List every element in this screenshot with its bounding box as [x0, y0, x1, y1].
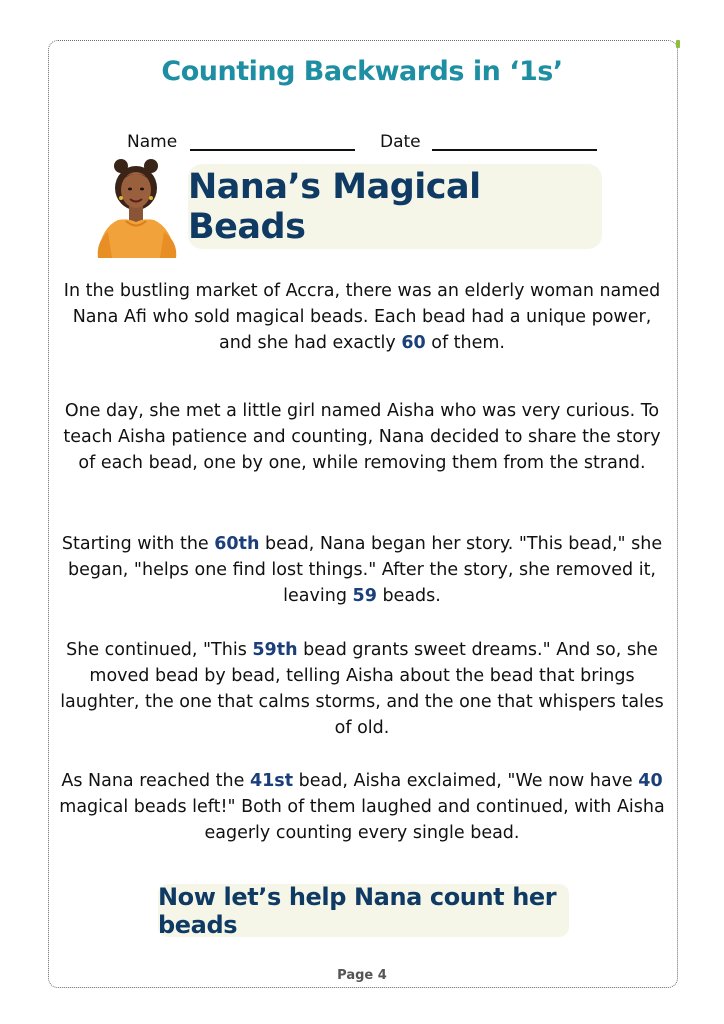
count-beads-banner: Now let’s help Nana count her beads	[158, 884, 569, 937]
p1-text-a: In the bustling market of Accra, there was an elderly woman named Nana Afi who sold magical beads. Each bead had a unique power, and she had exactly	[63, 281, 661, 353]
p1-number-60: 60	[401, 333, 426, 353]
name-date-row	[0, 132, 724, 156]
story-title-banner	[188, 164, 602, 249]
date-field[interactable]	[432, 149, 597, 151]
p4-text-b: bead grants sweet dreams." And so, she moved bead by bead, telling Aisha about the bead that brings laughter, the one that calms storms, and the one that whispers tales of old.	[60, 640, 664, 738]
p3-text-a: Starting with the	[61, 534, 215, 554]
p5-number-40: 40	[638, 771, 663, 791]
p5-text-b: bead, Aisha exclaimed, "We now have	[293, 771, 639, 791]
story-paragraph-5	[56, 768, 668, 846]
story-title: Nana’s Magical Beads	[188, 166, 481, 247]
p5-text-c: magical beads left!" Both of them laughed and continued, with Aisha eagerly counting every single bead.	[59, 797, 665, 843]
corner-accent	[676, 40, 680, 48]
story-paragraph-4	[56, 637, 668, 741]
story-paragraph-3	[56, 531, 668, 609]
p3-text-c: beads.	[376, 586, 441, 606]
p4-number-59th: 59th	[252, 640, 298, 660]
p3-number-60th: 60th	[214, 534, 260, 554]
page-number: Page 4	[337, 968, 387, 983]
p5-text-a: As Nana reached the	[61, 771, 250, 791]
name-field[interactable]	[190, 149, 355, 151]
p1-text-b: of them.	[425, 333, 505, 353]
nana-avatar-icon	[88, 158, 184, 258]
story-paragraph-2	[56, 398, 668, 476]
p4-text-a: She continued, "This	[66, 640, 253, 660]
p3-text-b: bead, Nana began her story. "This bead," she began, "helps one find lost things." After the story, she removed it, leaving	[68, 534, 663, 606]
p3-number-59: 59	[352, 586, 377, 606]
date-label: Date	[380, 132, 421, 152]
p5-number-41st: 41st	[249, 771, 294, 791]
worksheet-title: Counting Backwards in ‘1s’	[161, 56, 563, 87]
p2-text-a: One day, she met a little girl named Aisha who was very curious. To teach Aisha patience and counting, Nana decided to share the story of each bead, one by one, while removing them from the strand.	[63, 401, 661, 473]
story-paragraph-1	[56, 278, 668, 356]
name-label: Name	[127, 132, 178, 152]
